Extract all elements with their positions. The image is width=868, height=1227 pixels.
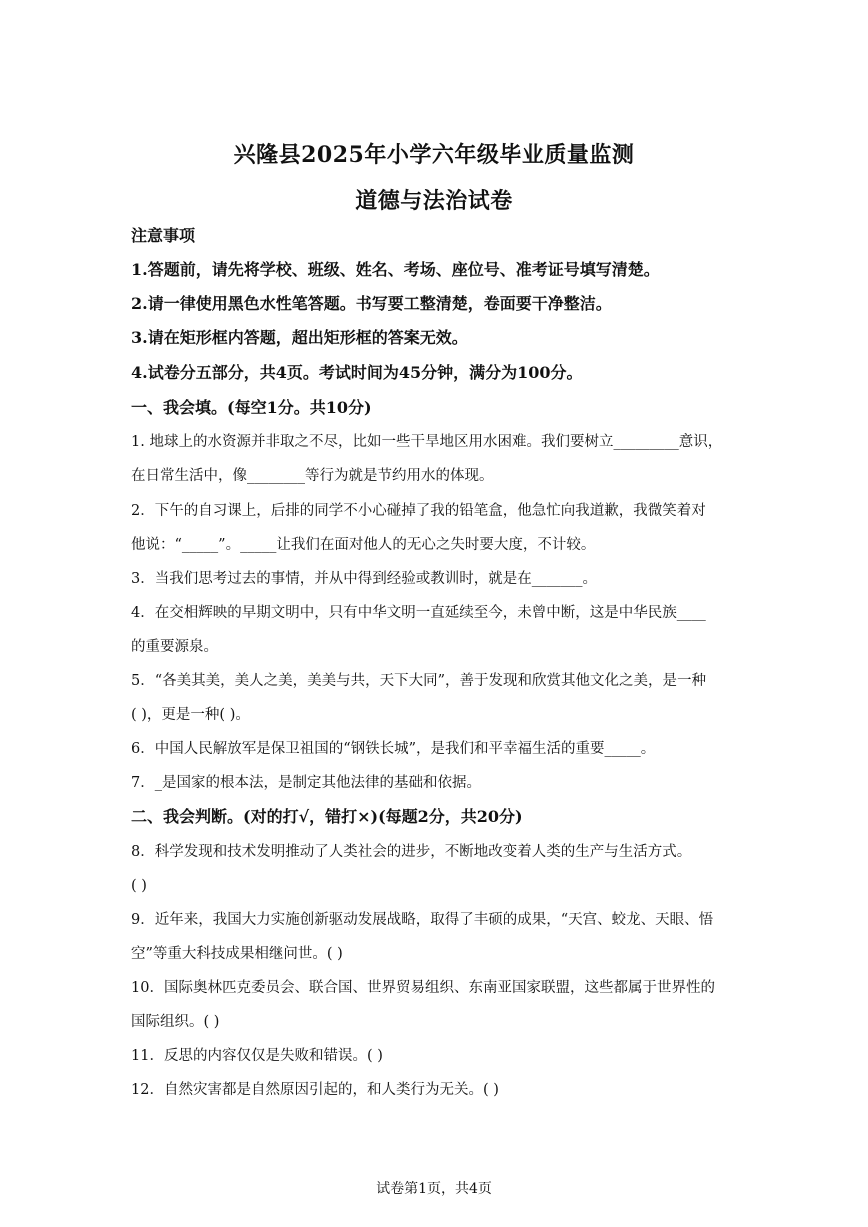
- notice-heading: 注意事项: [131, 226, 196, 245]
- page-footer: 试卷第1页，共4页: [376, 1181, 492, 1197]
- question-line: ( ): [131, 878, 147, 894]
- question-line: 10．国际奥林匹克委员会、联合国、世界贸易组织、东南亚国家联盟，这些都属于世界性的: [131, 980, 715, 996]
- exam-subtitle: 道德与法治试卷: [355, 188, 513, 214]
- exam-title: 兴隆县2025年小学六年级毕业质量监测: [233, 142, 635, 168]
- question-line: 8．科学发现和技术发明推动了人类社会的进步，不断地改变着人类的生产与生活方式。: [131, 844, 692, 860]
- question-line: 5．“各美其美，美人之美，美美与共，天下大同”，善于发现和欣赏其他文化之美，是一种: [131, 673, 707, 689]
- question-line: 9．近年来，我国大力实施创新驱动发展战略，取得了丰硕的成果，“天宫、蛟龙、天眼、悟: [131, 912, 714, 928]
- question-line: 在日常生活中，像________等行为就是节约用水的体现。: [131, 468, 494, 484]
- notice-item: 2.请一律使用黑色水性笔答题。书写要工整清楚，卷面要干净整洁。: [131, 294, 612, 313]
- question-line: 7．_是国家的根本法，是制定其他法律的基础和依据。: [131, 775, 481, 791]
- section-heading-judge: 二、我会判断。(对的打√，错打×)(每题2分，共20分): [131, 807, 523, 826]
- section-heading-fill: 一、我会填。(每空1分。共10分): [131, 398, 372, 417]
- notice-item: 4.试卷分五部分，共4页。考试时间为45分钟，满分为100分。: [131, 363, 583, 382]
- question-line: 空”等重大科技成果相继问世。( ): [131, 946, 343, 962]
- question-line: 国际组织。( ): [131, 1014, 220, 1030]
- question-line: 的重要源泉。: [131, 639, 218, 655]
- question-line: 1. 地球上的水资源并非取之不尽，比如一些干旱地区用水困难。我们要树立_________意识，: [131, 434, 723, 450]
- question-line: 2．下午的自习课上，后排的同学不小心碰掉了我的铅笔盒，他急忙向我道歉，我微笑着对: [131, 503, 706, 519]
- question-line: 3．当我们思考过去的事情，并从中得到经验或教训时，就是在_______。: [131, 571, 597, 587]
- notice-item: 1.答题前，请先将学校、班级、姓名、考场、座位号、准考证号填写清楚。: [131, 260, 660, 279]
- notice-item: 3.请在矩形框内答题，超出矩形框的答案无效。: [131, 328, 468, 347]
- question-line: ( )，更是一种( )。: [131, 707, 250, 723]
- question-line: 他说：“_____”。_____让我们在面对他人的无心之失时要大度，不计较。: [131, 537, 596, 553]
- question-line: 6．中国人民解放军是保卫祖国的“钢铁长城”，是我们和平幸福生活的重要_____。: [131, 741, 656, 757]
- question-line: 11．反思的内容仅仅是失败和错误。( ): [131, 1048, 383, 1064]
- question-line: 4．在交相辉映的早期文明中，只有中华文明一直延续至今，未曾中断，这是中华民族____: [131, 605, 706, 621]
- question-line: 12．自然灾害都是自然原因引起的，和人类行为无关。( ): [131, 1082, 499, 1098]
